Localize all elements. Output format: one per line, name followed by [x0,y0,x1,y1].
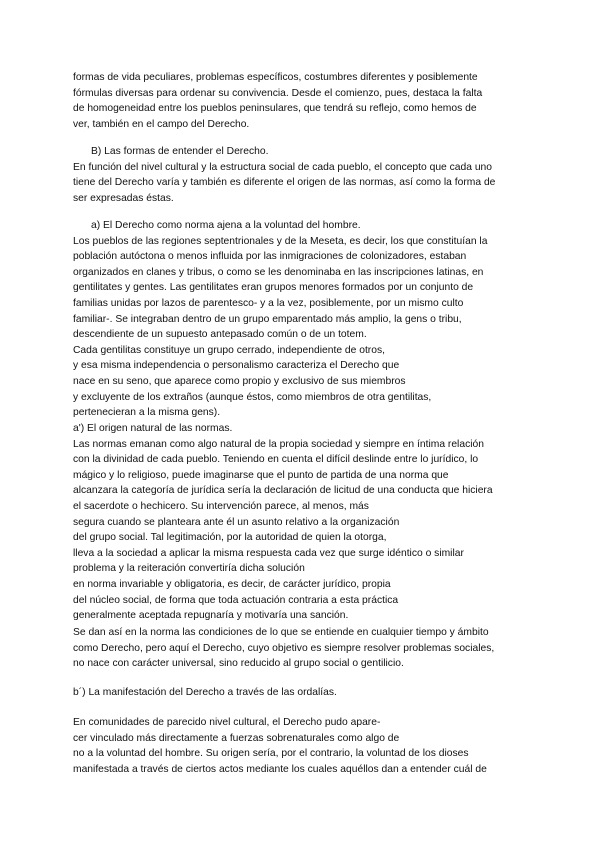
text-line: organizados en clanes y tribus, o como se les denominaba en las inscripciones latinas, en [73,266,484,278]
text-line: lleva a la sociedad a aplicar la misma respuesta cada vez que surge idéntico o similar [73,547,464,559]
text-line: del grupo social. Tal legitimación, por la autoridad de quien la otorga, [73,532,387,544]
text-line: y esa misma independencia o personalismo caracteriza el Derecho que [73,360,400,372]
text-line: problema y la reiteración convertiría dicha solución [73,563,305,575]
paragraph-se-dan [73,625,543,672]
text-line: no nace con carácter universal, sino reducido al grupo social o gentilicio. [73,658,404,670]
text-line: En comunidades de parecido nivel cultural, el Derecho pudo apare- [73,717,381,728]
text-line: tiene del Derecho varía y también es diferente el origen de las normas, así como la forma de [73,177,496,189]
section-b [73,144,543,206]
text-line: ver, también en el campo del Derecho. [73,118,250,130]
text-line: familias unidas por lazos de parentesco- y a la vez, posiblemente, por un mismo culto [73,297,464,309]
section-a [73,218,543,421]
text-line: pertenecieran a la misma gens). [73,407,221,419]
section-b-prime [73,685,543,701]
section-a-prime-heading: a') El origen natural de las normas. [73,423,233,434]
text-line: En función del nivel cultural y la estructura social de cada pueblo, el concepto que cada uno [73,161,493,173]
text-line: ser expresadas éstas. [73,192,174,204]
text-line: mágico y lo religioso, puede imaginarse que el punto de partida de una norma que [73,469,449,481]
text-line: Los pueblos de las regiones septentrionales y de la Meseta, es decir, los que constituían la [73,235,488,247]
text-line: generalmente aceptada repugnaría y motivaría una sanción. [73,610,349,622]
text-line: familiar-. Se integraban dentro de un grupo emparentado más amplio, la gens o tribu, [73,313,462,325]
section-b-heading: B) Las formas de entender el Derecho. [91,146,269,157]
text-line: de homogeneidad entre los pueblos peninsulares, que tendrá su reflejo, como hemos de [73,103,477,115]
section-a-prime [73,421,543,624]
text-line: con la divinidad de cada pueblo. Teniendo en cuenta el difícil deslinde entre lo jurídico, lo [73,454,479,466]
section-b-prime-heading: b´) La manifestación del Derecho a través de las ordalías. [73,687,337,698]
text-line: el sacerdote o hechicero. Su intervención parece, al menos, más [73,500,369,512]
text-line: del núcleo social, de forma que toda actuación contraria a esta práctica [73,594,399,606]
intro-paragraph [73,70,543,132]
text-line: en norma invariable y obligatoria, es decir, de carácter jurídico, propia [73,578,391,590]
paragraph-final [73,715,543,777]
text-line: Las normas emanan como algo natural de la propia sociedad y siempre en íntima relación [73,438,484,450]
section-a-heading: a) El Derecho como norma ajena a la voluntad del hombre. [91,220,361,231]
text-line: población autóctona o menos influida por las inmigraciones de colonizadores, estaban [73,251,467,263]
text-line: no a la voluntad del hombre. Su origen sería, por el contrario, la voluntad de los dioses [73,748,469,760]
text-line: alcanzara la categoría de jurídica sería la declaración de licitud de una conducta que hiciera [73,485,493,497]
text-line: descendiente de un supuesto antepasado común o de un totem. [73,329,367,341]
text-line: gentilitates y gentes. Las gentilitates eran grupos menores formados por un conjunto de [73,282,474,294]
text-line: Se dan así en la norma las condiciones de lo que se entiende en cualquier tiempo y ámbito [73,627,489,638]
text-line: y excluyente de los extraños (aunque éstos, como miembros de otra gentilitas, [73,391,432,403]
text-line: segura cuando se planteara ante él un asunto relativo a la organización [73,516,400,528]
text-line: manifestada a través de ciertos actos mediante los cuales aquéllos dan a entender cuál de [73,763,487,775]
text-line: formas de vida peculiares, problemas específicos, costumbres diferentes y posiblemente [73,72,478,83]
text-line: fórmulas diversas para ordenar su convivencia. Desde el comienzo, pues, destaca la falta [73,87,483,99]
text-line: cer vinculado más directamente a fuerzas sobrenaturales como algo de [73,732,400,744]
text-line: nace en su seno, que aparece como propio y exclusivo de sus miembros [73,375,406,387]
text-line: como Derecho, pero aquí el Derecho, cuyo objetivo es siempre resolver problemas sociales, [73,642,495,654]
text-line: Cada gentilitas constituye un grupo cerrado, independiente de otros, [73,344,385,356]
